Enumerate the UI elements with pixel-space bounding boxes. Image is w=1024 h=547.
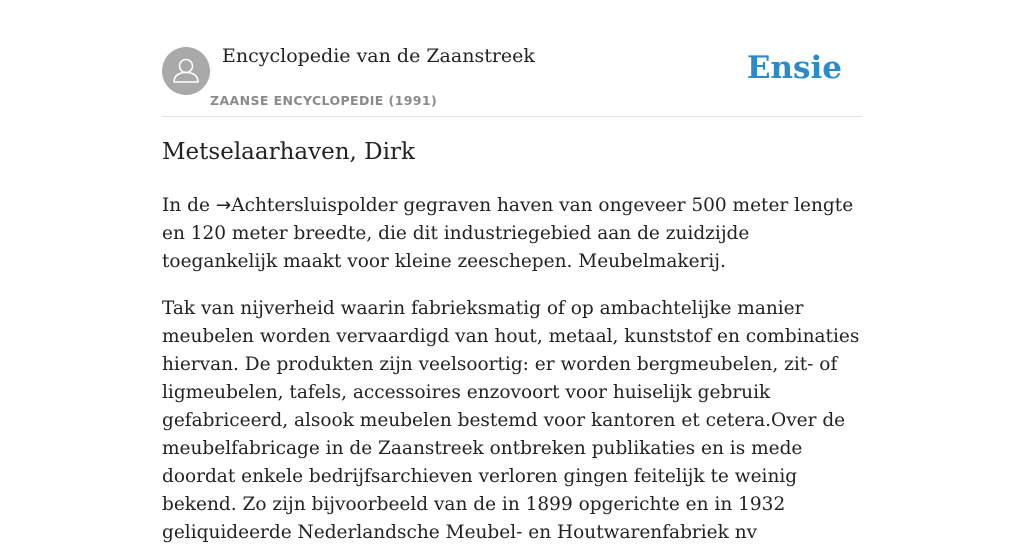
source-subtitle: ZAANSE ENCYCLOPEDIE (1991): [210, 93, 438, 108]
brand-logo[interactable]: Ensie: [746, 50, 842, 86]
paragraph-text: In de: [162, 195, 216, 216]
user-silhouette-icon[interactable]: [162, 47, 210, 95]
source-title[interactable]: Encyclopedie van de Zaanstreek: [222, 45, 535, 67]
cross-reference-label: Achtersluispolder: [231, 195, 398, 216]
cross-reference-link[interactable]: [216, 195, 398, 216]
arrow-right-icon: →: [215, 195, 232, 216]
paragraph-text: gegraven haven van ongeveer 500 meter lengte en 120 meter breedte, die dit industriegebied aan de zuidzijde toegankelijk maakt voor kleine zeeschepen. Meubelmakerij.: [162, 195, 854, 272]
article-title: Metselaarhaven, Dirk: [162, 139, 415, 165]
page: [162, 0, 862, 543]
header: [162, 0, 862, 117]
article-paragraph: [162, 192, 862, 276]
article-paragraph: Tak van nijverheid waarin fabrieksmatig of op ambachtelijke manier meubelen worden vervaardigd van hout, metaal, kunststof en combinaties hiervan. De produkten zijn veelsoortig: er worden bergmeubelen, zit- of ligmeubelen, tafels, accessoires enzovoort voor huiselijk gebruik gefabriceerd, alsook meubelen bestemd voor kantoren et cetera.Over de meubelfabricage in de Zaanstreek ontbreken publikaties en is mede doordat enkele bedrijfsarchieven verloren gingen feitelijk te weinig bekend. Zo zijn bijvoorbeeld van de in 1899 opgerichte en in 1932 geliquideerde Nederlandsche Meubel- en Houtwarenfabriek nv: [162, 298, 860, 543]
